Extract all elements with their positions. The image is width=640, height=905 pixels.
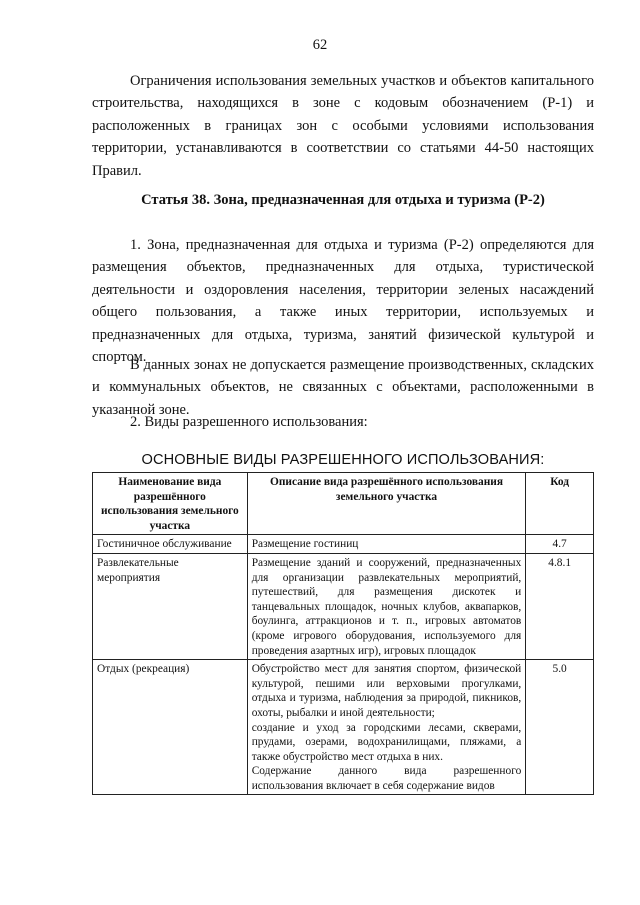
row-description bbox=[247, 660, 526, 795]
article-heading: Статья 38. Зона, предназначенная для отдыха и туризма (Р-2) bbox=[141, 192, 545, 208]
row-code: 5.0 bbox=[526, 660, 594, 795]
row-description-line: Размещение зданий и сооружений, предназначенных для организации развлекательных мероприятий, путешествий, для размещения дискотек и танцевальных площадок, ночных клубов, аквапарков, боулинга, аттракционов и т. п., игровых автоматов (кроме игрового оборудования, используемого для проведения азартных игр), игровых площадок bbox=[251, 556, 522, 657]
intro-paragraph: Ограничения использования земельных участков и объектов капитального строительства, находящихся в зоне с кодовым обозначением (Р-1) и расположенных в границах зон с особыми условиями использования территории, устанавливаются в соответствии со статьями 44-50 настоящих Правил. bbox=[92, 73, 594, 179]
header-name: Наименование вида разрешённого использования земельного участка bbox=[93, 473, 248, 535]
table-row bbox=[93, 535, 594, 554]
paragraph-1: 1. Зона, предназначенная для отдыха и туризма (Р-2) определяются для размещения объектов, предназначенных для отдыха, туристической деятельности и оздоровления населения, территории зеленых насаждений общего пользования, а также иных территории, используемых и предназначенных для отдыха, туризма, занятий физической культурой и спортом. bbox=[92, 237, 594, 366]
row-name: Отдых (рекреация) bbox=[93, 660, 248, 795]
row-description bbox=[247, 553, 526, 659]
row-description bbox=[247, 535, 526, 554]
table-title: ОСНОВНЫЕ ВИДЫ РАЗРЕШЕННОГО ИСПОЛЬЗОВАНИЯ: bbox=[141, 452, 545, 468]
row-name: Развлекательные мероприятия bbox=[93, 553, 248, 659]
row-description-line: создание и уход за городскими лесами, скверами, прудами, озерами, водохранилищами, пляжами, а также обустройство мест отдыха в них. bbox=[251, 721, 522, 763]
paragraph-2: В данных зонах не допускается размещение производственных, складских и коммунальных объектов, не связанных с объектами, расположенными в указанной зоне. bbox=[92, 357, 594, 418]
row-description-line: Обустройство мест для занятия спортом, физической культурой, пешими или верховыми прогулками, отдыха и туризма, наблюдения за природой, пикников, охоты, рыбалки и иной деятельности; bbox=[251, 663, 522, 719]
table-header-row bbox=[93, 473, 594, 535]
permitted-uses-table bbox=[92, 472, 594, 795]
page-number: 62 bbox=[312, 37, 328, 53]
table-row bbox=[93, 553, 594, 659]
table-row bbox=[93, 660, 594, 795]
header-code: Код bbox=[526, 473, 594, 535]
row-code: 4.8.1 bbox=[526, 553, 594, 659]
header-description: Описание вида разрешённого использования земельного участка bbox=[247, 473, 526, 535]
paragraph-3: 2. Виды разрешенного использования: bbox=[130, 414, 368, 430]
row-description-line: Размещение гостиниц bbox=[251, 538, 359, 551]
row-code: 4.7 bbox=[526, 535, 594, 554]
row-description-line: Содержание данного вида разрешенного использования включает в себя содержание видов bbox=[251, 765, 522, 792]
row-name: Гостиничное обслуживание bbox=[93, 535, 248, 554]
